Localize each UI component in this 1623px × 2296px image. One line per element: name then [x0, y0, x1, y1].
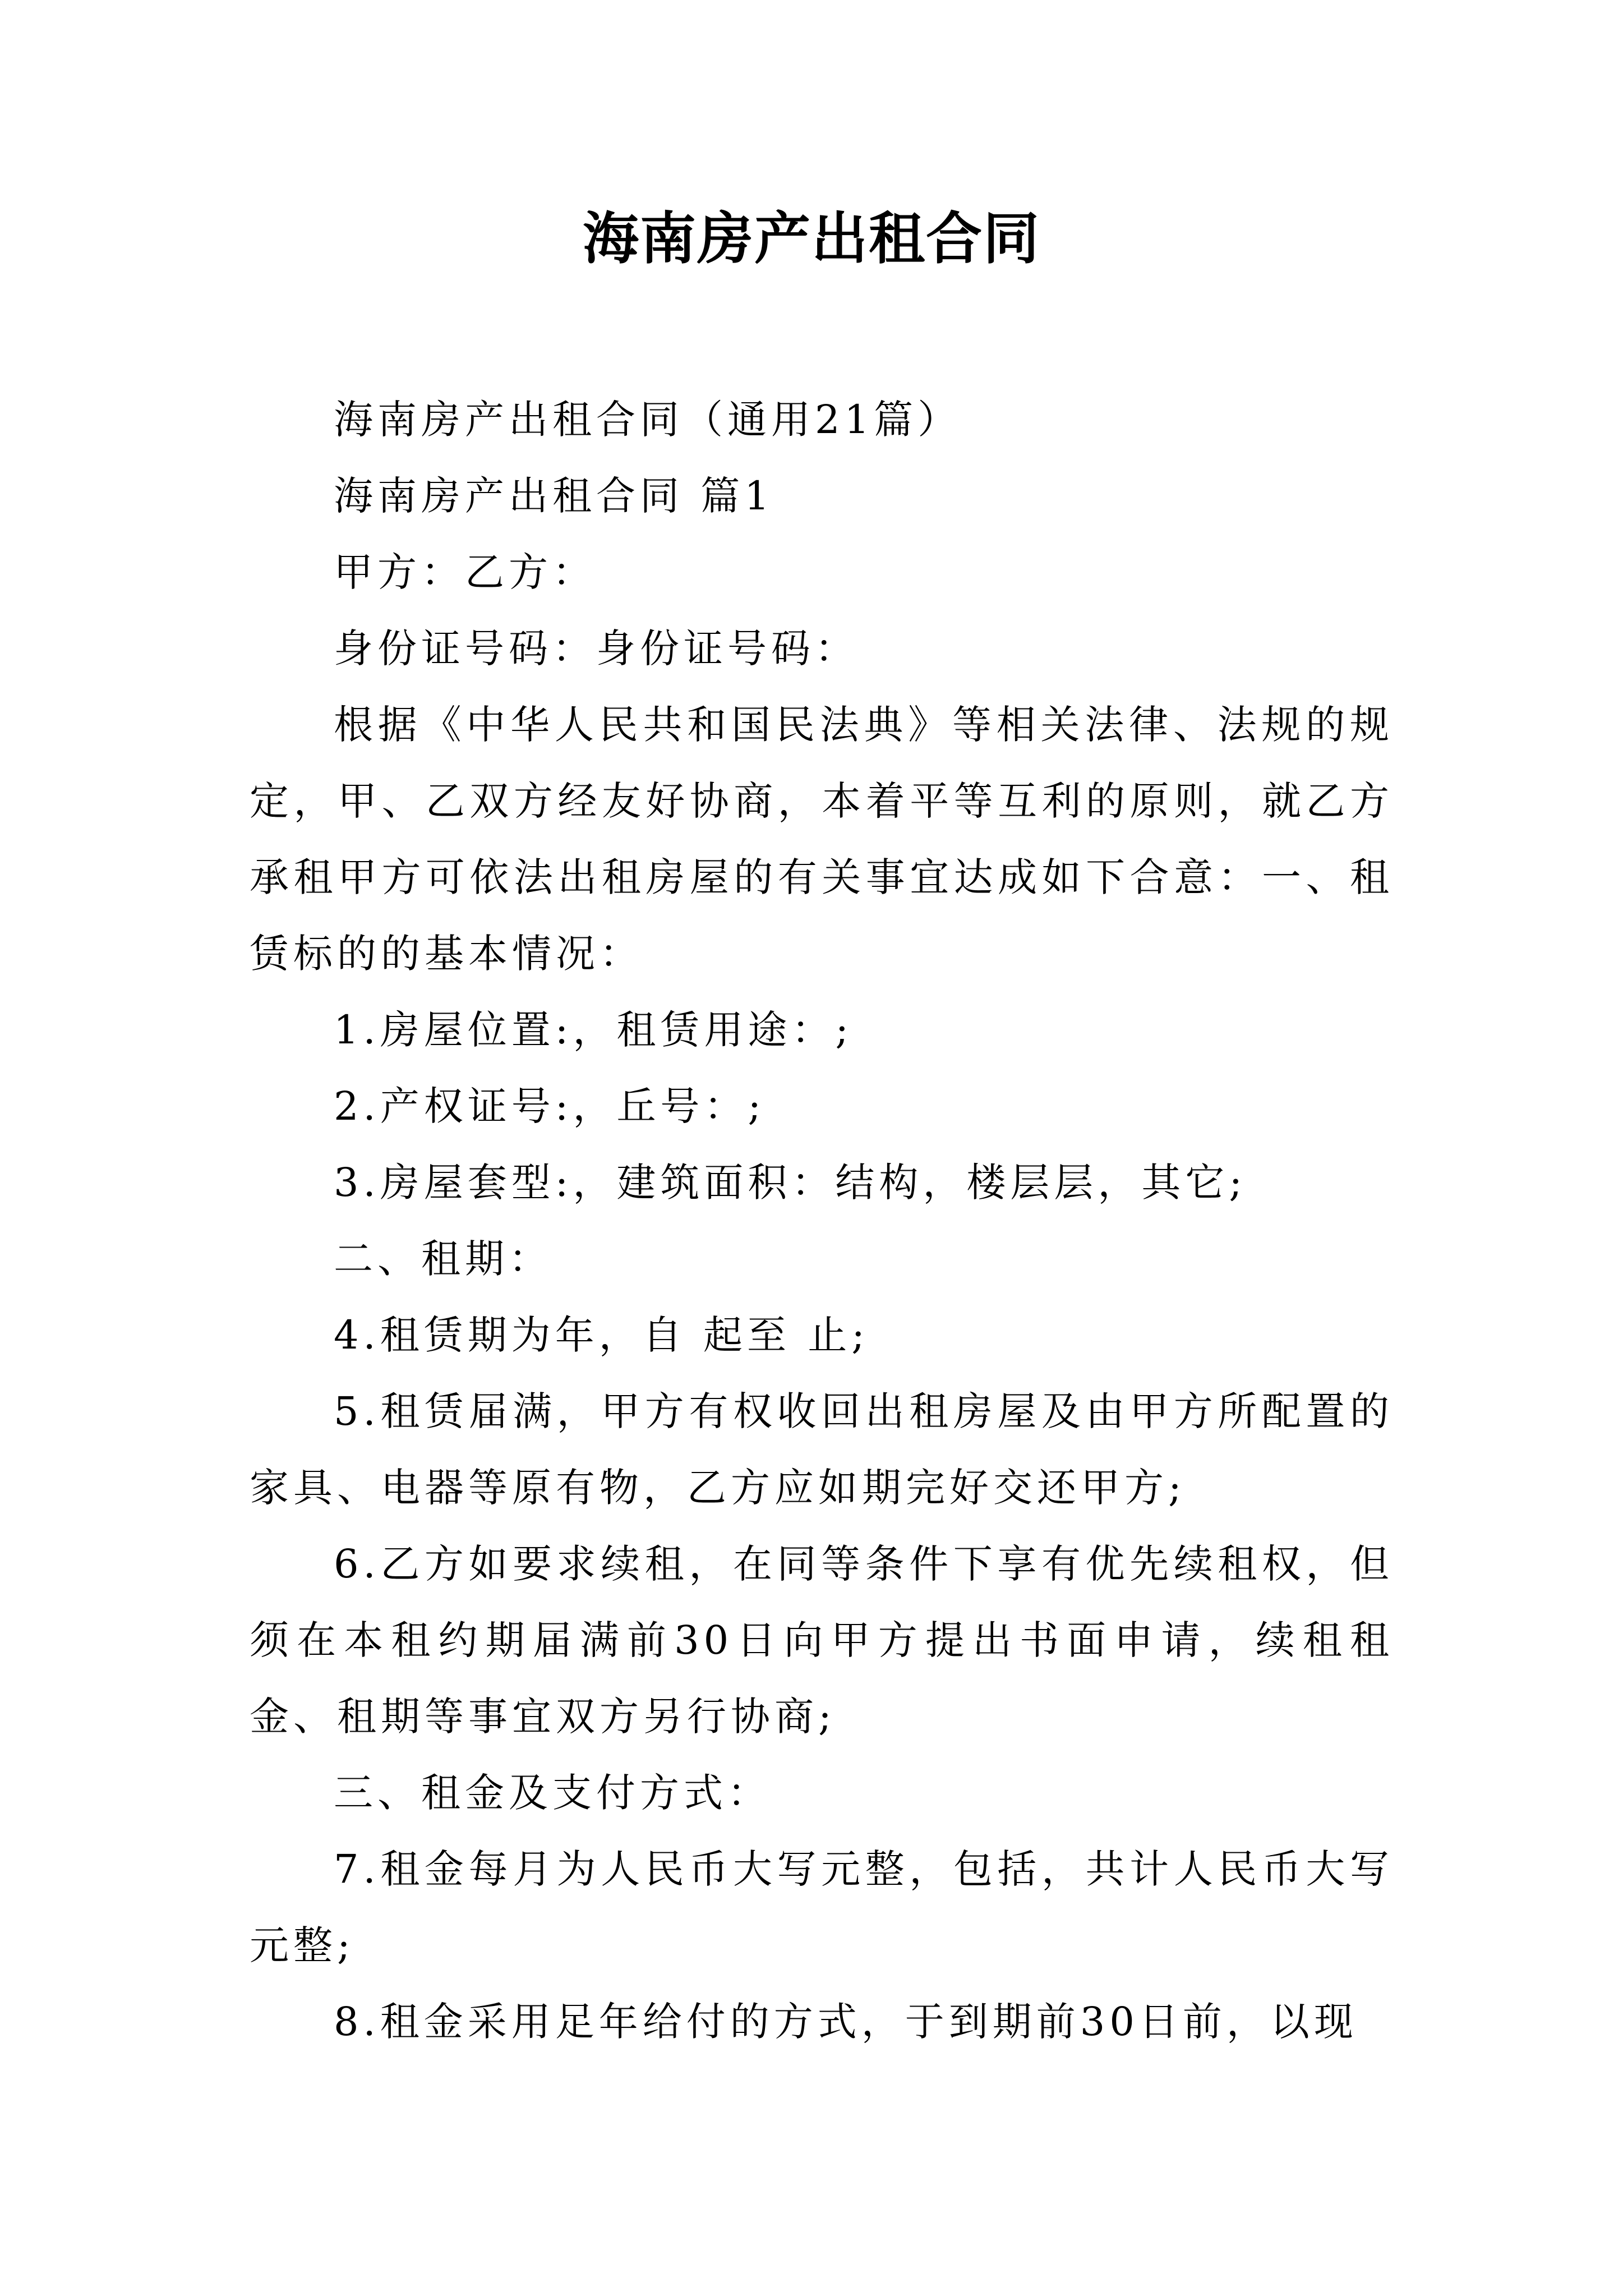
paragraph-heading-term: 二、租期： [334, 1236, 552, 1282]
paragraph-clause-5: 5.租赁届满，甲方有权收回出租房屋及由甲方所配置的家具、电器等原有物，乙方应如期完好交还甲方; [250, 1388, 1394, 1511]
paragraph-clause-1: 1.房屋位置:，租赁用途：; [334, 1007, 853, 1053]
document-body [250, 381, 1394, 2060]
paragraph-parties: 甲方：乙方： [334, 549, 596, 595]
paragraph-clause-3: 3.房屋套型:，建筑面积：结构，楼层层，其它; [334, 1159, 1247, 1205]
paragraph-clause-2: 2.产权证号:，丘号：; [334, 1083, 766, 1129]
document-title: 海南房产出租合同 [583, 205, 1040, 272]
paragraph-subtitle: 海南房产出租合同（通用21篇） [334, 397, 962, 443]
paragraph-preamble: 根据《中华人民共和国民法典》等相关法律、法规的规定，甲、乙双方经友好协商，本着平等互利的原则，就乙方承租甲方可依法出租房屋的有关事宜达成如下合意：一、租赁标的的基本情况： [250, 702, 1394, 977]
paragraph-clause-7: 7.租金每月为人民币大写元整，包括，共计人民币大写元整; [250, 1846, 1394, 1968]
paragraph-id-numbers: 身份证号码：身份证号码： [334, 625, 859, 671]
paragraph-clause-4: 4.租赁期为年，自 起至 止; [334, 1312, 869, 1358]
paragraph-heading-rent: 三、租金及支付方式： [334, 1770, 771, 1816]
paragraph-clause-6: 6.乙方如要求续租，在同等条件下享有优先续租权，但须在本租约期届满前30日向甲方提出书面申请，续租租金、租期等事宜双方另行协商; [250, 1541, 1394, 1740]
paragraph-section-heading: 海南房产出租合同 篇1 [334, 473, 774, 519]
paragraph-clause-8: 8.租金采用足年给付的方式，于到期前30日前，以现 [334, 1999, 1358, 2045]
